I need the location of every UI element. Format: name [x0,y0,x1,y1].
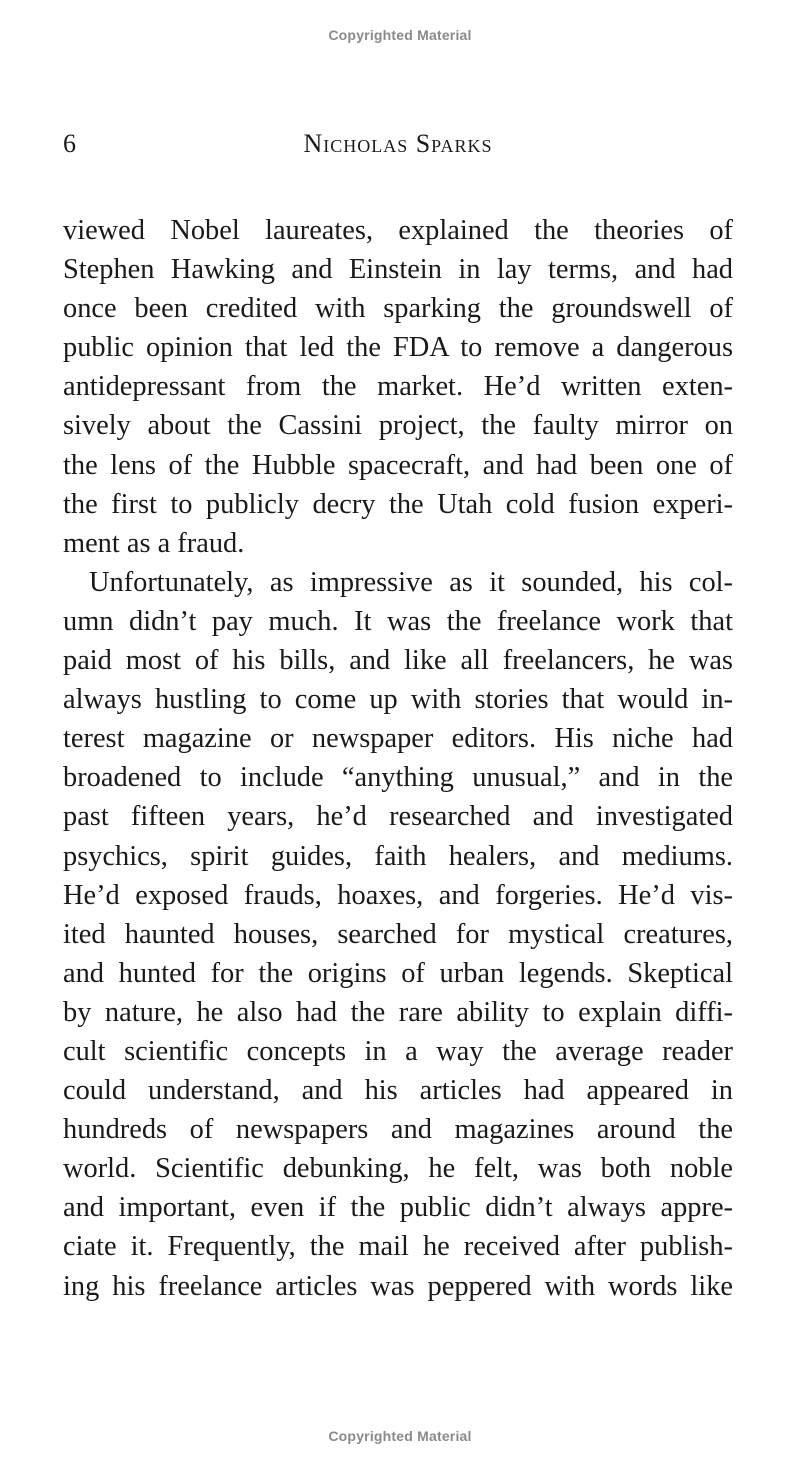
text-line: Unfortunately, as impressive as it sounded, his col- [89,566,733,598]
text-line: world. Scientific debunking, he felt, was both noble [63,1153,733,1185]
copyright-watermark-bottom: Copyrighted Material [328,1428,472,1444]
paragraph-2 [63,563,733,1306]
text-line: umn didn’t pay much. It was the freelance work that [63,605,733,637]
text-line: sively about the Cassini project, the faulty mirror on [63,410,733,442]
text-line: viewed Nobel laureates, explained the theories of [63,215,733,246]
text-line: hundreds of newspapers and magazines around the [63,1114,733,1146]
text-line: always hustling to come up with stories that would in- [63,684,733,716]
text-line: could understand, and his articles had appeared in [63,1075,733,1107]
text-line: and important, even if the public didn’t always appre- [63,1192,733,1224]
paragraph-1 [63,211,733,563]
text-line: the first to publicly decry the Utah cold fusion experi- [63,488,733,520]
text-line: and hunted for the origins of urban legends. Skeptical [63,957,733,989]
text-line: public opinion that led the FDA to remove a dangerous [63,332,733,364]
text-line: ited haunted houses, searched for mystical creatures, [63,918,733,950]
text-line: Stephen Hawking and Einstein in lay terms, and had [63,254,733,286]
text-line: once been credited with sparking the groundswell of [63,293,733,325]
text-line: terest magazine or newspaper editors. His niche had [63,723,733,755]
text-line: broadened to include “anything unusual,” and in the [63,762,733,794]
text-line: antidepressant from the market. He’d written exten- [63,371,733,403]
running-head [63,124,733,164]
running-head-author: Nicholas Sparks [303,129,493,158]
text-line: by nature, he also had the rare ability to explain diffi- [63,996,733,1028]
text-line: past fifteen years, he’d researched and investigated [63,801,733,833]
body-text [63,211,733,1306]
text-line: paid most of his bills, and like all freelancers, he was [63,645,733,677]
text-line: the lens of the Hubble spacecraft, and had been one of [63,449,733,481]
text-line: psychics, spirit guides, faith healers, and mediums. [63,840,733,872]
text-line: ciate it. Frequently, the mail he received after publish- [63,1231,733,1263]
text-line: He’d exposed frauds, hoaxes, and forgeries. He’d vis- [63,879,733,911]
copyright-watermark-top: Copyrighted Material [328,27,472,43]
text-line: ing his freelance articles was peppered with words like [63,1270,733,1302]
text-line: ment as a fraud. [63,527,245,559]
page-number: 6 [63,129,76,158]
text-line: cult scientific concepts in a way the average reader [63,1035,733,1067]
